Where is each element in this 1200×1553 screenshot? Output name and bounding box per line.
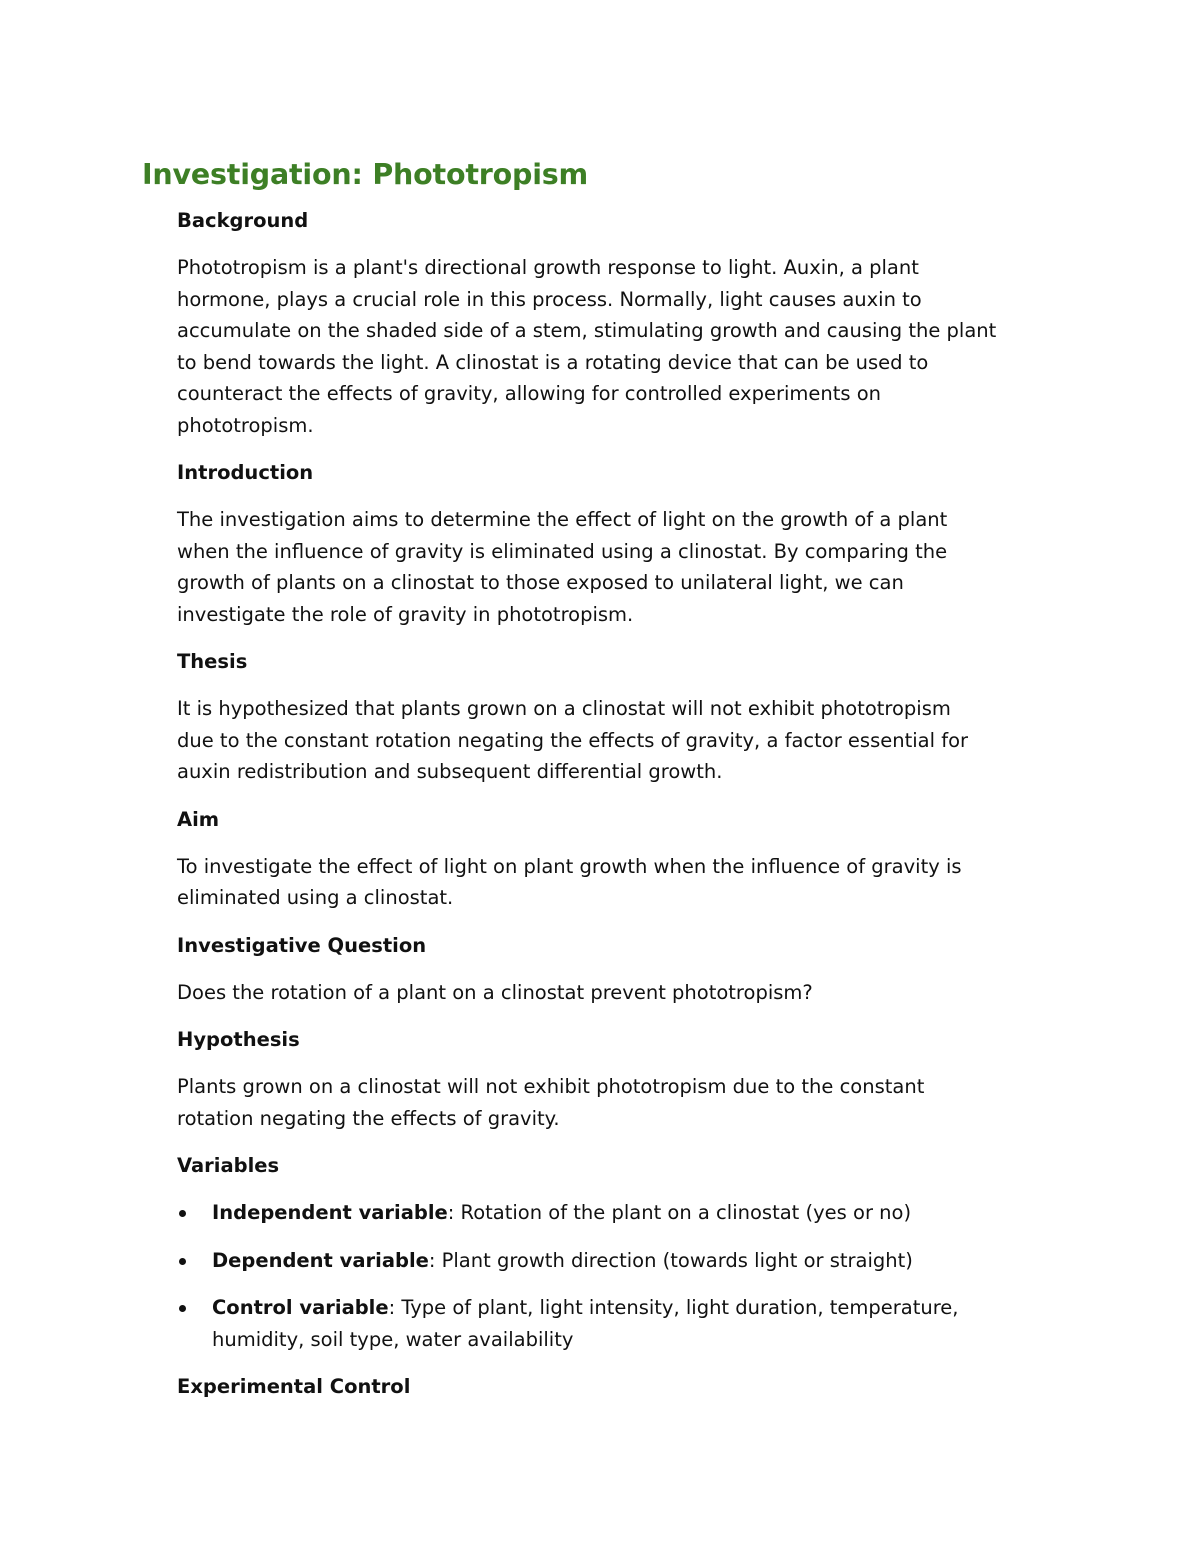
list-item-line: humidity, soil type, water availability	[212, 1327, 574, 1351]
paragraph-line: hormone, plays a crucial role in this process. Normally, light causes auxin to	[177, 287, 922, 311]
paragraph-line: eliminated using a clinostat.	[177, 886, 454, 909]
list-item-line	[212, 1245, 1077, 1277]
list-item-line	[212, 1197, 1077, 1229]
section-heading-experimental-control: Experimental Control	[177, 1375, 411, 1398]
background-paragraph	[177, 252, 1077, 441]
list-item	[177, 1292, 1077, 1355]
paragraph-line: counteract the effects of gravity, allowing for controlled experiments on	[177, 382, 882, 405]
paragraph-line: The investigation aims to determine the effect of light on the growth of a plant	[177, 508, 948, 531]
section-heading-investigative-question: Investigative Question	[177, 933, 427, 957]
investigative-question-paragraph	[177, 977, 1077, 1009]
paragraph-line: accumulate on the shaded side of a stem, stimulating growth and causing the plant	[177, 319, 997, 342]
document-title: Investigation: Phototropism	[142, 158, 589, 191]
section-heading-variables: Variables	[177, 1154, 280, 1177]
aim-paragraph	[177, 851, 1077, 914]
paragraph-line: It is hypothesized that plants grown on a clinostat will not exhibit phototropism	[177, 697, 951, 720]
section-heading-thesis: Thesis	[177, 650, 248, 673]
paragraph-line: Does the rotation of a plant on a clinostat prevent phototropism?	[177, 980, 813, 1004]
introduction-paragraph	[177, 504, 1077, 630]
bullet-icon	[179, 1305, 186, 1312]
paragraph-line: auxin redistribution and subsequent differential growth.	[177, 760, 723, 783]
paragraph-line: To investigate the effect of light on plant growth when the influence of gravity is	[177, 854, 962, 878]
list-item-line	[212, 1292, 1077, 1324]
paragraph-line: due to the constant rotation negating the effects of gravity, a factor essential for	[177, 728, 969, 752]
document-body	[177, 205, 1077, 1402]
paragraph-line: growth of plants on a clinostat to those exposed to unilateral light, we can	[177, 571, 904, 594]
paragraph-line: rotation negating the effects of gravity.	[177, 1106, 560, 1130]
variable-description: : Rotation of the plant on a clinostat (yes or no)	[447, 1201, 912, 1224]
bullet-icon	[179, 1258, 186, 1265]
paragraph-line: investigate the role of gravity in phototropism.	[177, 602, 634, 626]
paragraph-line: Plants grown on a clinostat will not exhibit phototropism due to the constant	[177, 1075, 925, 1098]
thesis-paragraph	[177, 693, 1077, 788]
variables-list	[177, 1197, 1077, 1355]
section-heading-hypothesis: Hypothesis	[177, 1028, 300, 1051]
variable-term: Dependent variable	[212, 1248, 429, 1272]
paragraph-line: Phototropism is a plant's directional growth response to light. Auxin, a plant	[177, 256, 919, 279]
list-item	[177, 1245, 1077, 1277]
hypothesis-paragraph	[177, 1071, 1077, 1134]
variable-description: : Plant growth direction (towards light or straight)	[428, 1248, 913, 1272]
section-heading-introduction: Introduction	[177, 461, 314, 484]
bullet-icon	[179, 1210, 186, 1217]
paragraph-line: phototropism.	[177, 413, 314, 437]
variable-term: Independent variable	[212, 1201, 448, 1224]
section-heading-aim: Aim	[177, 807, 220, 831]
variable-term: Control variable	[212, 1296, 389, 1319]
variable-description: : Type of plant, light intensity, light duration, temperature,	[388, 1296, 959, 1319]
section-heading-background: Background	[177, 209, 309, 232]
list-item	[177, 1197, 1077, 1229]
paragraph-line: when the influence of gravity is eliminated using a clinostat. By comparing the	[177, 539, 948, 563]
paragraph-line: to bend towards the light. A clinostat is a rotating device that can be used to	[177, 350, 929, 374]
